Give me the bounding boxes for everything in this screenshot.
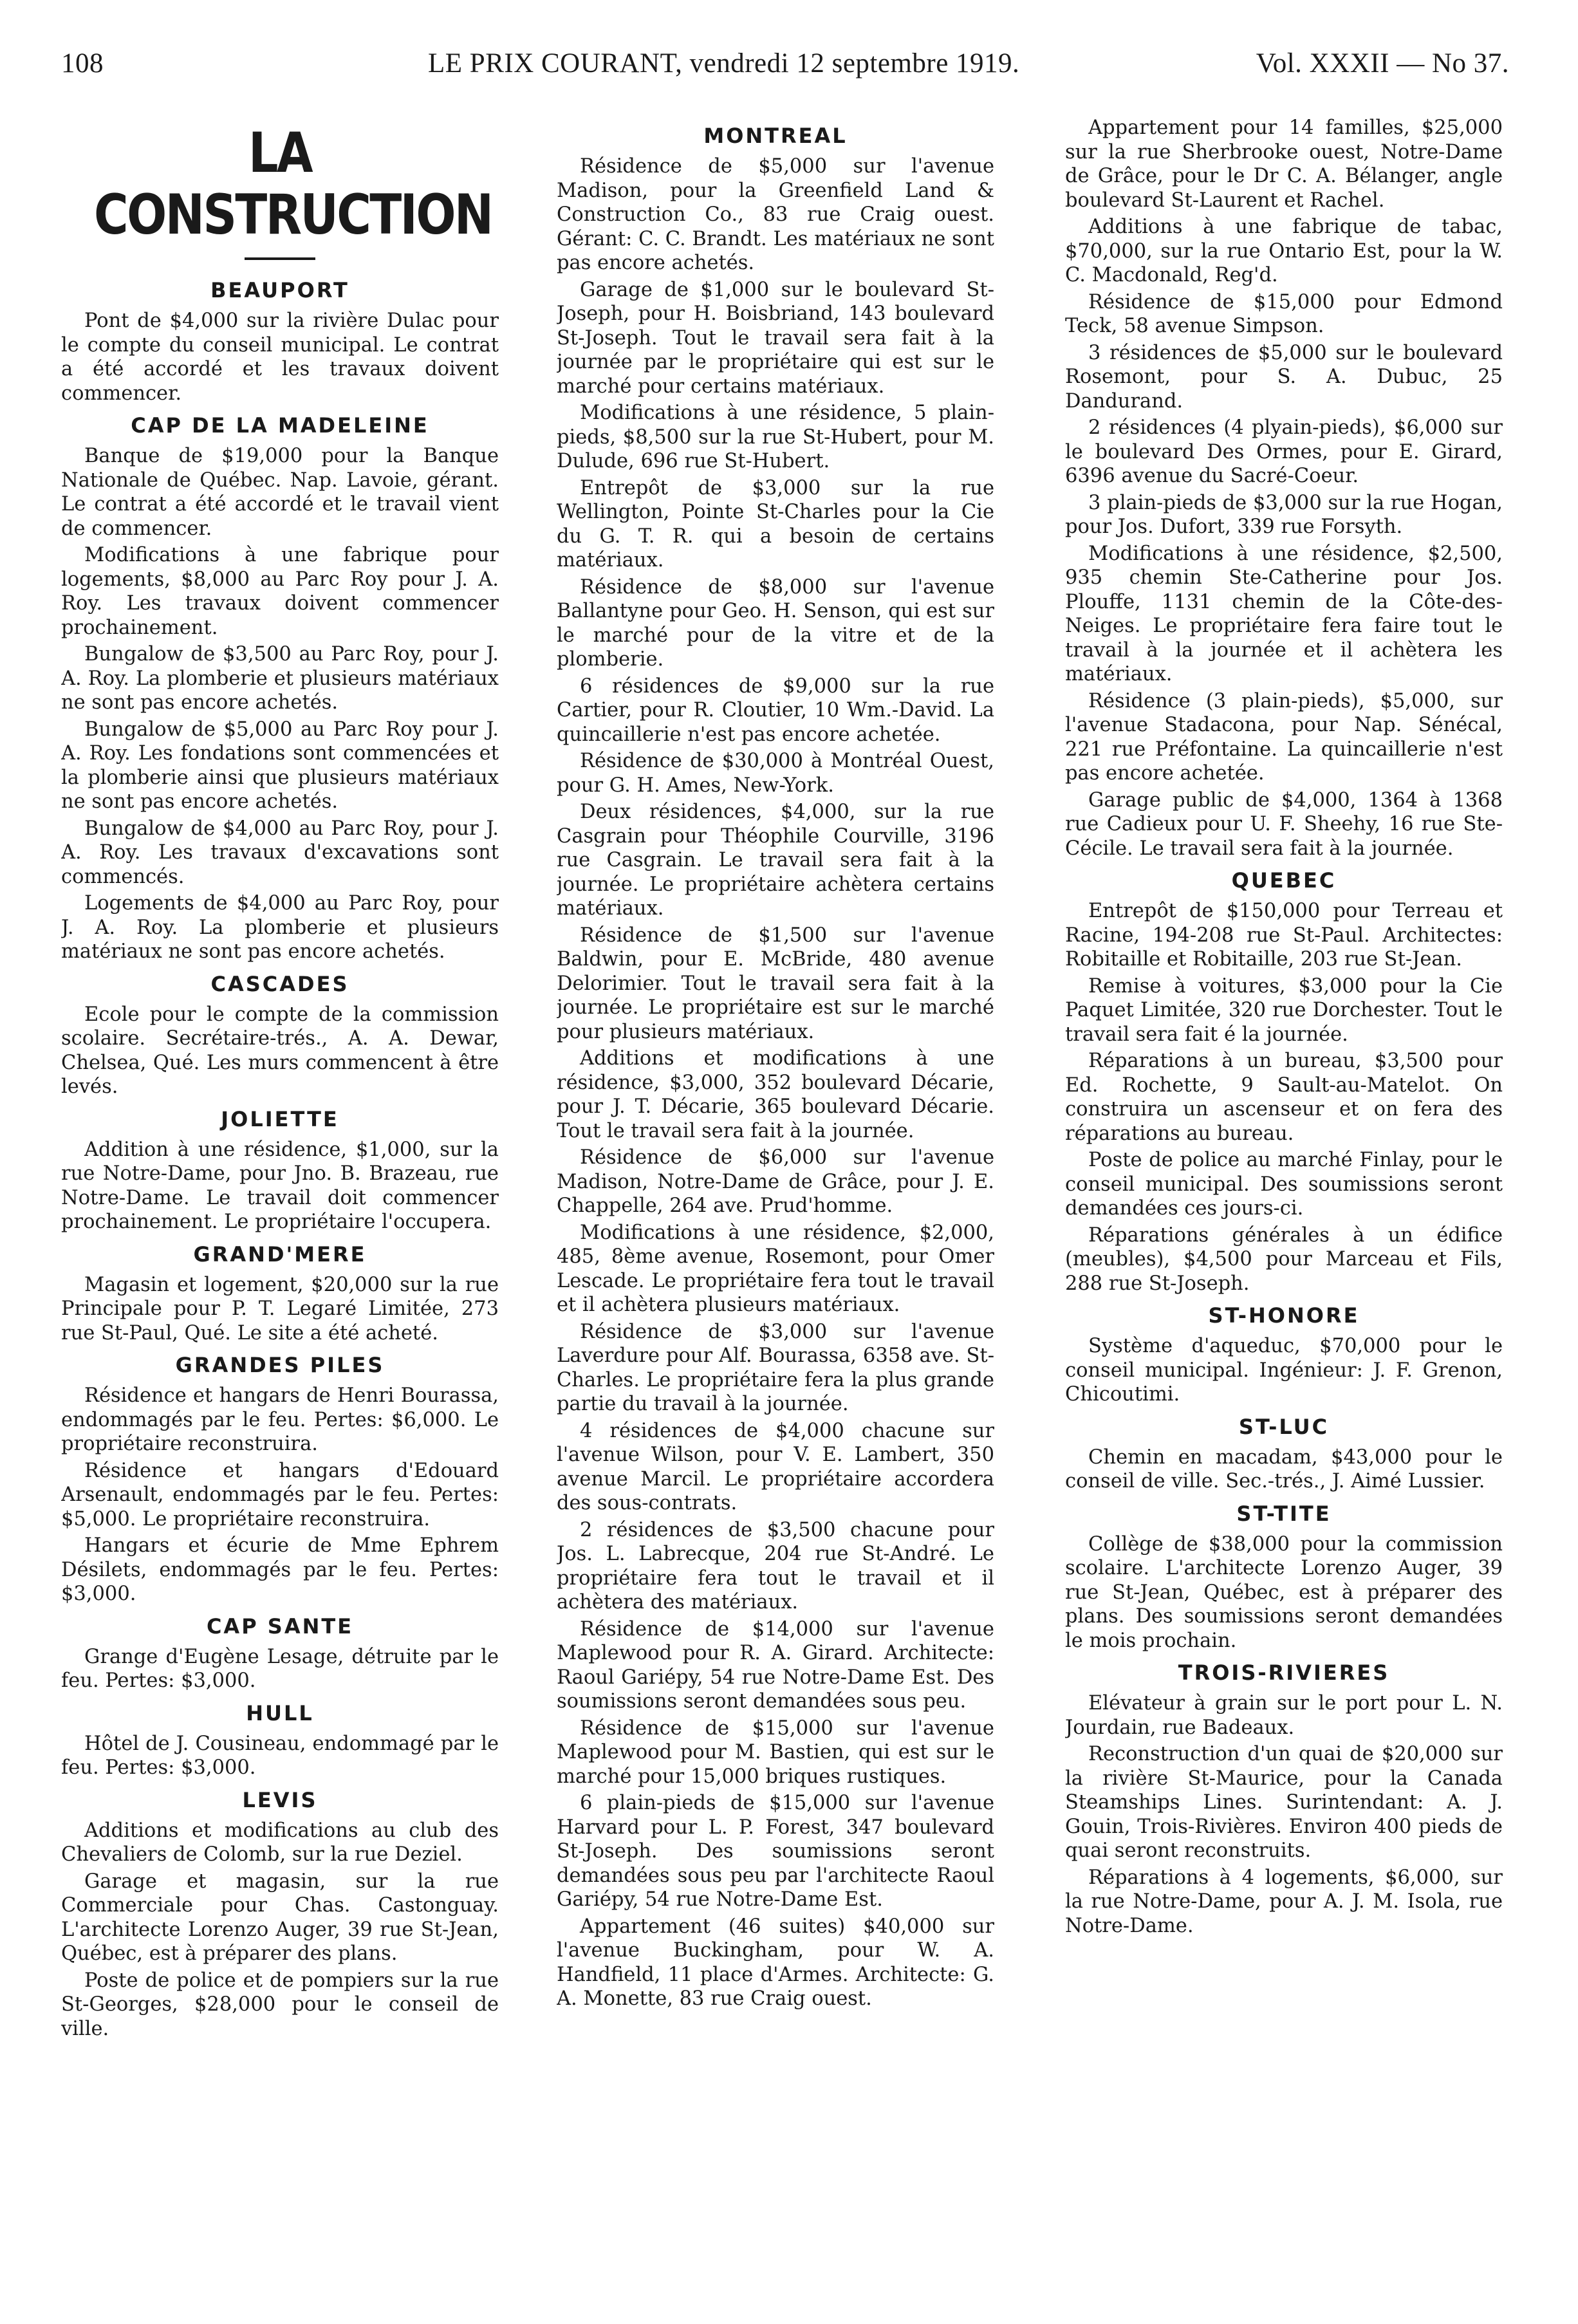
listing-entry: Chemin en macadam, $43,000 pour le conseil de ville. Sec.-trés., J. Aimé Lussier. bbox=[1065, 1446, 1503, 1492]
listing-entry: Résidence de $14,000 sur l'avenue Maplewood pour R. A. Girard. Architecte: Raoul Gariépy, 54 rue Notre-Dame Est. Des soumissions seront demandées sous peu. bbox=[557, 1617, 994, 1713]
listing-entry: Garage de $1,000 sur le boulevard St-Joseph, pour H. Boisbriand, 143 boulevard St-Joseph. Tout le travail sera fait à la journée par le propriétaire qui est sur le marché pour certains matériaux. bbox=[557, 278, 994, 398]
listing-entry: 3 plain-pieds de $3,000 sur la rue Hogan, pour Jos. Dufort, 339 rue Forsyth. bbox=[1065, 491, 1503, 538]
listing-entry: Garage et magasin, sur la rue Commerciale pour Chas. Castonguay. L'architecte Lorenzo Auger, 39 rue St-Jean, Québec, est à préparer des plans. bbox=[61, 1870, 499, 1965]
volume-info: Vol. XXXII — No 37. bbox=[1256, 48, 1509, 79]
listing-entry: 2 résidences (4 plyain-pieds), $6,000 sur le boulevard Des Ormes, pour E. Girard, 6396 avenue du Sacré-Coeur. bbox=[1065, 416, 1503, 487]
publication-title: LE PRIX COURANT, vendredi 12 septembre 1919. bbox=[428, 48, 1020, 79]
listing-entry: Hangars et écurie de Mme Ephrem Désilets, endommagés par le feu. Pertes: $3,000. bbox=[61, 1534, 499, 1605]
column-2-body bbox=[557, 124, 994, 2011]
column-1-body bbox=[61, 278, 499, 2041]
listing-entry: Système d'aqueduc, $70,000 pour le conseil municipal. Ingénieur: J. F. Grenon, Chicoutimi. bbox=[1065, 1335, 1503, 1406]
column-1 bbox=[61, 116, 499, 2304]
listing-entry: Réparations à un bureau, $3,500 pour Ed. Rochette, 9 Sault-au-Matelot. On construira un ascenseur et on fera des réparations au bureau. bbox=[1065, 1050, 1503, 1145]
listing-entry: Résidence de $15,000 sur l'avenue Maplewood pour M. Bastien, qui est sur le marché pour 15,000 briques rustiques. bbox=[557, 1716, 994, 1788]
listing-entry: Réparations à 4 logements, $6,000, sur la rue Notre-Dame, pour A. J. M. Isola, rue Notre-Dame. bbox=[1065, 1866, 1503, 1937]
section-heading: ST-TITE bbox=[1236, 1501, 1332, 1526]
listing-entry: Résidence de $1,500 sur l'avenue Baldwin, pour E. McBride, 480 avenue Delorimier. Tout le travail sera fait à la journée. Le propriétaire est sur le marché pour plusieurs matériaux. bbox=[557, 924, 994, 1043]
listing-entry: Résidence de $3,000 sur l'avenue Laverdure pour Alf. Bourassa, 6358 ave. St-Charles. Le propriétaire fera la plus grande partie du travail à la journée. bbox=[557, 1320, 994, 1415]
listing-entry: Réparations générales à un édifice (meubles), $4,500 pour Marceau et Fils, 288 rue St-Joseph. bbox=[1065, 1223, 1503, 1295]
listing-entry: Modifications à une fabrique pour logements, $8,000 au Parc Roy pour J. A. Roy. Les travaux doivent commencer prochainement. bbox=[61, 544, 499, 639]
listing-entry: Addition à une résidence, $1,000, sur la rue Notre-Dame, pour Jno. B. Brazeau, rue Notre-Dame. Le travail doit commencer prochainement. Le propriétaire l'occupera. bbox=[61, 1138, 499, 1233]
listing-entry: Magasin et logement, $20,000 sur la rue Principale pour P. T. Legaré Limitée, 273 rue St-Paul, Qué. Le site a été acheté. bbox=[61, 1273, 499, 1344]
listing-entry: Additions et modifications au club des Chevaliers de Colomb, sur la rue Deziel. bbox=[61, 1819, 499, 1866]
listing-entry: 2 résidences de $3,500 chacune pour Jos. L. Labrecque, 204 rue St-André. Le propriétaire fera tout le travail et il achètera des matériaux. bbox=[557, 1518, 994, 1613]
page-title: LA CONSTRUCTION bbox=[94, 121, 492, 247]
listing-entry: Remise à voitures, $3,000 pour la Cie Paquet Limitée, 320 rue Dorchester. Tout le travail sera fait é la journée. bbox=[1065, 974, 1503, 1046]
listing-entry: 3 résidences de $5,000 sur le boulevard Rosemont, pour S. A. Dubuc, 25 Dandurand. bbox=[1065, 341, 1503, 413]
listing-entry: Bungalow de $5,000 au Parc Roy pour J. A. Roy. Les fondations sont commencées et la plomberie ainsi que plusieurs matériaux ne sont pas encore achetés. bbox=[61, 718, 499, 813]
listing-entry: Elévateur à grain sur le port pour L. N. Jourdain, rue Badeaux. bbox=[1065, 1692, 1503, 1739]
listing-entry: Modifications à une résidence, $2,000, 485, 8ème avenue, Rosemont, pour Omer Lescade. Le propriétaire fera tout le travail et il achètera plusieurs matériaux. bbox=[557, 1221, 994, 1316]
section-heading: GRAND'MERE bbox=[193, 1241, 367, 1267]
listing-entry: 6 résidences de $9,000 sur la rue Cartier, pour R. Cloutier, 10 Wm.-David. La quincaillerie n'est pas encore achetée. bbox=[557, 674, 994, 746]
section-heading: MONTREAL bbox=[703, 124, 848, 148]
listing-entry: Bungalow de $4,000 au Parc Roy, pour J. A. Roy. Les travaux d'excavations sont commencés. bbox=[61, 817, 499, 888]
section-heading: CASCADES bbox=[210, 971, 349, 996]
listing-entry: Modifications à une résidence, 5 plain-pieds, $8,500 sur la rue St-Hubert, pour M. Dulude, 696 rue St-Hubert. bbox=[557, 402, 994, 472]
listing-entry: Appartement (46 suites) $40,000 sur l'avenue Buckingham, pour W. A. Handfield, 11 place d'Armes. Architecte: G. A. Monette, 83 rue Craig ouest. bbox=[557, 1915, 994, 2010]
listing-entry: Deux résidences, $4,000, sur la rue Casgrain pour Théophile Courville, 3196 rue Casgrain. Le travail sera fait à la journée. Le propriétaire achètera certains matériaux. bbox=[557, 801, 994, 920]
page-header bbox=[61, 48, 1509, 86]
listing-entry: Additions à une fabrique de tabac, $70,000, sur la rue Ontario Est, pour la W. C. Macdonald, Reg'd. bbox=[1065, 216, 1503, 286]
listing-entry: Résidence de $8,000 sur l'avenue Ballantyne pour Geo. H. Senson, qui est sur le marché pour de la vitre et de la plomberie. bbox=[557, 575, 994, 671]
listing-entry: Poste de police et de pompiers sur la rue St-Georges, $28,000 pour le conseil de ville. bbox=[61, 1969, 499, 2040]
section-heading: ST-HONORE bbox=[1208, 1303, 1360, 1328]
section-heading: QUEBEC bbox=[1231, 868, 1337, 893]
listing-entry: Résidence de $5,000 sur l'avenue Madison, pour la Greenfield Land & Construction Co., 83 rue Craig ouest. Gérant: C. C. Brandt. Les matériaux ne sont pas encore achetés. bbox=[557, 155, 994, 274]
section-heading: JOLIETTE bbox=[221, 1106, 339, 1131]
listing-entry: Entrepôt de $3,000 sur la rue Wellington, Pointe St-Charles pour la Cie du G. T. R. qui a besoin de certains matériaux. bbox=[557, 476, 994, 572]
listing-entry: Ecole pour le compte de la commission scolaire. Secrétaire-trés., A. A. Dewar, Chelsea, Qué. Les murs commencent à être levés. bbox=[61, 1003, 499, 1098]
listing-entry: Grange d'Eugène Lesage, détruite par le feu. Pertes: $3,000. bbox=[61, 1645, 499, 1692]
column-3 bbox=[1065, 116, 1503, 2304]
listing-entry: Résidence de $6,000 sur l'avenue Madison, Notre-Dame de Grâce, pour J. E. Chappelle, 264 ave. Prud'homme. bbox=[557, 1146, 994, 1217]
listing-entry: Entrepôt de $150,000 pour Terreau et Racine, 194-208 rue St-Paul. Architectes: Robitaille et Robitaille, 203 rue St-Jean. bbox=[1065, 900, 1503, 971]
listing-entry: Pont de $4,000 sur la rivière Dulac pour le compte du conseil municipal. Le contrat a été accordé et les travaux doivent commencer. bbox=[61, 310, 499, 405]
listing-entry: Modifications à une résidence, $2,500, 935 chemin Ste-Catherine pour Jos. Plouffe, 1131 chemin de la Côte-des-Neiges. Le propriétaire fera faire tout le travail à la journée et il achètera les matériaux. bbox=[1065, 542, 1503, 685]
listing-entry: Collège de $38,000 pour la commission scolaire. L'architecte Lorenzo Auger, 39 rue St-Jean, Québec, est à préparer des plans. Des soumissions seront demandées le mois prochain. bbox=[1065, 1532, 1503, 1652]
section-heading: HULL bbox=[246, 1700, 314, 1725]
section-heading: GRANDES PILES bbox=[175, 1353, 385, 1377]
section-heading: LEVIS bbox=[242, 1787, 318, 1812]
page-number: 108 bbox=[61, 48, 104, 79]
title-rule bbox=[245, 257, 315, 260]
listing-entry: Poste de police au marché Finlay, pour le conseil municipal. Des soumissions seront demandées ces jours-ci. bbox=[1065, 1149, 1503, 1220]
listing-entry: Additions et modifications à une résidence, $3,000, 352 boulevard Décarie, pour J. T. Décarie, 365 boulevard Décarie. Tout le travail sera fait à la journée. bbox=[557, 1047, 994, 1142]
listing-entry: Résidence et hangars de Henri Bourassa, endommagés par le feu. Pertes: $6,000. Le propriétaire reconstruira. bbox=[61, 1384, 499, 1455]
listing-entry: Banque de $19,000 pour la Banque Nationale de Québec. Nap. Lavoie, gérant. Le contrat a été accordé et le travail vient de commencer. bbox=[61, 445, 499, 540]
listing-entry: Bungalow de $3,500 au Parc Roy, pour J. A. Roy. La plomberie et plusieurs matériaux ne sont pas encore achetés. bbox=[61, 643, 499, 714]
listing-entry: Logements de $4,000 au Parc Roy, pour J. A. Roy. La plomberie et plusieurs matériaux ne sont pas encore achetés. bbox=[61, 892, 499, 963]
listing-entry: Résidence de $15,000 pour Edmond Teck, 58 avenue Simpson. bbox=[1065, 290, 1503, 337]
listing-entry: Résidence (3 plain-pieds), $5,000, sur l'avenue Stadacona, pour Nap. Sénécal, 221 rue Préfontaine. La quincaillerie n'est pas encore achetée. bbox=[1065, 689, 1503, 785]
listing-entry: Résidence et hangars d'Edouard Arsenault, endommagés par le feu. Pertes: $5,000. Le propriétaire reconstruira. bbox=[61, 1459, 499, 1530]
listing-entry: Garage public de $4,000, 1364 à 1368 rue Cadieux pour U. F. Sheehy, 16 rue Ste-Cécile. Le travail sera fait à la journée. bbox=[1065, 788, 1503, 860]
section-heading: CAP SANTE bbox=[206, 1613, 354, 1639]
listing-entry: 6 plain-pieds de $15,000 sur l'avenue Harvard pour L. P. Forest, 347 boulevard St-Joseph. Des soumissions seront demandées sous peu par l'architecte Raoul Gariépy, 54 rue Notre-Dame Est. bbox=[557, 1792, 994, 1911]
section-heading: CAP DE LA MADELEINE bbox=[131, 413, 429, 438]
listing-entry: Hôtel de J. Cousineau, endommagé par le feu. Pertes: $3,000. bbox=[61, 1732, 499, 1779]
section-heading: TROIS-RIVIERES bbox=[1178, 1660, 1390, 1685]
section-heading: BEAUPORT bbox=[210, 278, 349, 302]
section-heading: ST-LUC bbox=[1238, 1414, 1330, 1439]
column-3-body bbox=[1065, 116, 1503, 1938]
column-2 bbox=[557, 116, 994, 2304]
listing-entry: Appartement pour 14 familles, $25,000 sur la rue Sherbrooke ouest, Notre-Dame de Grâce, pour le Dr C. A. Bélanger, angle boulevard St-Laurent et Rachel. bbox=[1065, 116, 1503, 212]
listing-entry: 4 résidences de $4,000 chacune sur l'avenue Wilson, pour V. E. Lambert, 350 avenue Marcil. Le propriétaire accordera des sous-contrats. bbox=[557, 1419, 994, 1514]
listing-entry: Reconstruction d'un quai de $20,000 sur la rivière St-Maurice, pour la Canada Steamships Lines. Surintendant: A. J. Gouin, Trois-Rivières. Environ 400 pieds de quai seront reconstruits. bbox=[1065, 1743, 1503, 1862]
listing-entry: Résidence de $30,000 à Montréal Ouest, pour G. H. Ames, New-York. bbox=[557, 750, 994, 797]
